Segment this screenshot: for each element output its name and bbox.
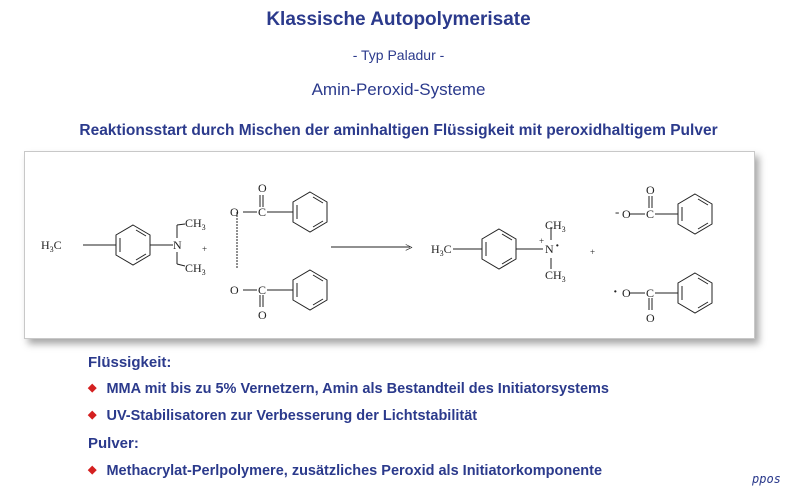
page-title: Klassische Autopolymerisate — [266, 9, 531, 30]
bullet-marker: ◆ — [88, 464, 97, 476]
radical-benzene-ring — [678, 273, 712, 313]
liquid-label: Flüssigkeit: — [88, 354, 172, 371]
peroxide-oxygen-top: O — [230, 205, 239, 219]
liquid-item-2: ◆ UV-Stabilisatoren zur Verbesserung der Lichtstabilität — [88, 408, 478, 424]
radical-oxygen: O — [622, 286, 631, 300]
anion-carbonyl: O — [646, 183, 655, 197]
amine-benzene-ring — [116, 225, 150, 265]
system-title: Amin-Peroxid-Systeme — [311, 80, 486, 99]
page-subtitle: - Typ Paladur - — [352, 47, 445, 63]
plus-sign-2: + — [590, 247, 596, 257]
radical-carbon: C — [646, 286, 655, 300]
amine-ch3-bottom: $CH_3$ — [185, 261, 206, 277]
amine-h3c-label: $H_3C$ — [41, 238, 62, 254]
peroxide-carbon-top: C — [258, 205, 267, 219]
powder-label: Pulver: — [88, 435, 139, 452]
ppos-logo: ppos — [752, 472, 781, 486]
liquid-item-1: ◆ MMA mit bis zu 5% Vernetzern, Amin als Bestandteil des Initiatorsystems — [88, 381, 609, 397]
peroxide-carbon-bottom: C — [258, 283, 267, 297]
arrow-head: > — [405, 241, 413, 256]
powder-item-1: ◆ Methacrylat-Perlpolymere, zusätzliches Peroxid als Initiatorkomponente — [88, 463, 603, 479]
reaction-scheme-frame — [24, 151, 755, 339]
reaction-scheme — [25, 152, 754, 338]
cation-h3c-label: $H_3C$ — [431, 242, 452, 258]
anion-charge: - — [615, 204, 620, 219]
amine-ch3-top: $CH_3$ — [185, 216, 206, 232]
bullet-marker: ◆ — [88, 409, 97, 421]
cation-ch3-bottom: $CH_3$ — [545, 268, 566, 284]
peroxide-carbonyl-bottom: O — [258, 308, 267, 322]
cation-ch3-top: $CH_3$ — [545, 218, 566, 234]
peroxide-carbonyl-top: O — [258, 181, 267, 195]
anion-carbon: C — [646, 207, 655, 221]
amine-nitrogen: N — [173, 238, 182, 252]
anion-oxygen: O — [622, 207, 631, 221]
bullet-marker: ◆ — [88, 382, 97, 394]
peroxide-oxygen-bottom: O — [230, 283, 239, 297]
cation-plus-charge: + — [539, 236, 545, 246]
radical-dot: · — [613, 285, 618, 300]
peroxide-benzene-bottom — [293, 270, 327, 310]
cation-benzene-ring — [482, 229, 516, 269]
cation-radical-dot: · — [555, 239, 560, 254]
cation-nitrogen: N — [545, 242, 554, 256]
radical-carbonyl: O — [646, 311, 655, 325]
peroxide-benzene-top — [293, 192, 327, 232]
anion-benzene-ring — [678, 194, 712, 234]
reaction-heading: Reaktionsstart durch Mischen der aminhaltigen Flüssigkeit mit peroxidhaltigem Pulver — [79, 122, 718, 139]
plus-sign-1: + — [202, 244, 208, 254]
